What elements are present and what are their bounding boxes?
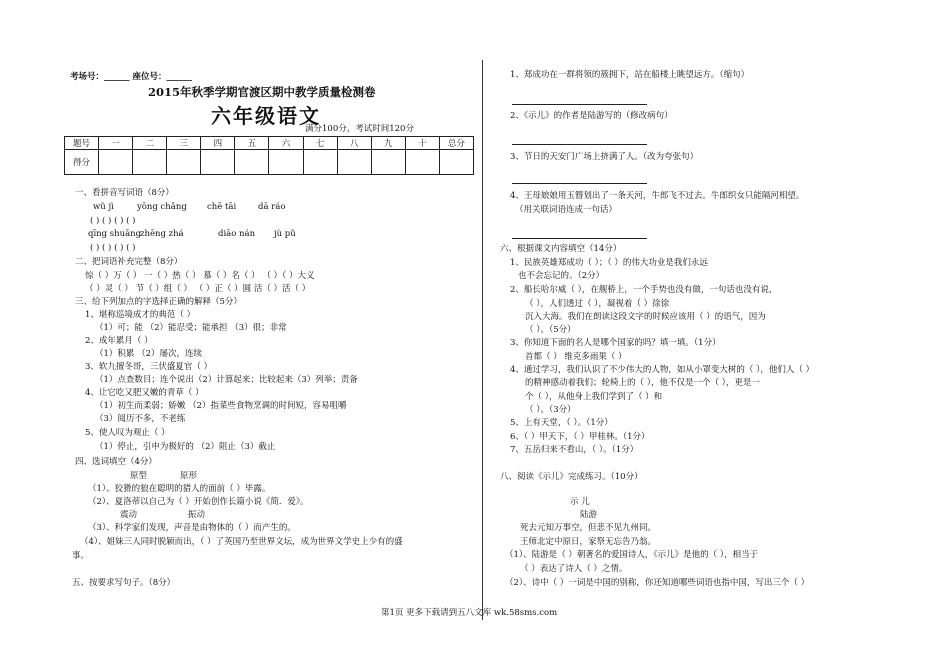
idiom-line[interactable]: （ ）灵（ ） 节（ ）组（ ） （ ）正（ ）圆 活（ ）活（ ） — [85, 284, 311, 294]
option-line: （1）积累 （2）屡次，连续 — [95, 349, 203, 359]
score-header-cell: 五 — [235, 137, 269, 150]
question-line: 5、使人叹为观止（ ） — [85, 428, 170, 438]
score-info: 满分100分，考试时间120分 — [305, 124, 414, 134]
idiom-line[interactable]: 惊（ ）万（ ） 一（ ）热（ ） 慕（ ）名（ ） （ ）（ ）大义 — [85, 271, 315, 281]
fill-line[interactable]: 6、（ ）甲天下，（ ）甲桂林。（1分） — [510, 432, 650, 442]
score-cell[interactable] — [133, 150, 167, 175]
question-line: 3、软九擅冬哥，三伏盛夏官（ ） — [85, 362, 213, 372]
score-table — [64, 136, 474, 175]
score-cell[interactable] — [439, 150, 473, 175]
score-cell[interactable] — [405, 150, 439, 175]
section-6-title: 六、根据课文内容填空（14分） — [500, 244, 622, 254]
score-header-cell: 三 — [167, 137, 201, 150]
poem-line: 死去元知万事空，但悲不见九州同。 — [520, 523, 657, 533]
page-footer: 第1页 更多下载请到五八文库 wk.58sms.com — [381, 608, 558, 618]
reading-question-cont[interactable]: （ ）表达了诗人（ ）之情。 — [520, 564, 628, 574]
score-header-cell: 八 — [337, 137, 371, 150]
score-cell[interactable] — [235, 150, 269, 175]
score-cell[interactable] — [371, 150, 405, 175]
option-line: （1）可；能 （2）能忍受；能承担 （3）很；非常 — [95, 323, 287, 333]
pinyin-item: qīng shuāng — [88, 229, 142, 239]
poem-title: 示 儿 — [570, 497, 590, 507]
poem-author: 陆游 — [580, 510, 598, 520]
rewrite-question-cont: （用关联词语连成一句话） — [515, 205, 618, 215]
score-header-cell: 二 — [133, 137, 167, 150]
reading-question[interactable]: （2）、诗中（ ）一词是中国的别称，你还知道哪些词语也指中国，写出三个（ ） — [505, 578, 810, 588]
score-header-cell: 题号 — [65, 137, 99, 150]
fill-line[interactable]: 4、通过学习，我们认识了不少伟大的人物，如从小罩变大树的（ ），他们人（ ） — [510, 365, 815, 375]
score-header-cell: 一 — [99, 137, 133, 150]
score-header-cell: 总分 — [439, 137, 473, 150]
pinyin-item: yōng chǎng — [137, 202, 187, 212]
pinyin-item: chē tāi — [207, 202, 237, 212]
score-cell[interactable] — [201, 150, 235, 175]
option-line: （1）初生而柔弱；娇嫩 （2）指菜些食物烹调的时间短，容易咀嚼 — [95, 401, 347, 411]
score-table-score-row — [65, 150, 474, 175]
rewrite-question: 2、《示儿》的作者是陆游写的（修改病句） — [510, 111, 673, 121]
pinyin-item: diāo nán — [218, 229, 256, 239]
fill-line[interactable]: 个（ ），从他身上我们学到了（ ）和 — [525, 392, 663, 402]
fill-line[interactable]: 7、五岳归来不看山，（ ）。（1分） — [510, 445, 639, 455]
section-1-title: 一、看拼音写词语（8分） — [75, 188, 174, 198]
fill-line[interactable]: 首都（ ） 维克多雨果（ ） — [525, 352, 627, 362]
rewrite-question: 4、王母娘娘用玉簪划出了一条天河，牛郎飞不过去。牛郎织女只能隔河相望。 — [510, 191, 805, 201]
fill-line: 也不会忘记的。（2分） — [518, 271, 605, 281]
section-4-title: 四、选词填空（4分） — [75, 457, 157, 467]
word-choice: 振动 — [188, 510, 206, 520]
section-2-title: 二、把词语补充完整（8分） — [75, 257, 183, 267]
exam-number-line: 考场号：______ 座位号：______ — [70, 72, 192, 82]
fill-line[interactable]: 2、船长哈尔威（ ），在舰桥上，一个手势也没有做，一句话也没有说， — [510, 285, 778, 295]
option-line: （1）点查数目；连个说出（2）计算起来；比较起来（3）列举；责备 — [95, 375, 358, 385]
section-8-title: 八、阅读《示儿》完成练习。（10分） — [500, 472, 643, 482]
fill-sentence-cont: 事。 — [72, 551, 90, 561]
score-table-header-row — [65, 137, 474, 150]
fill-line[interactable]: （ ）。（5分） — [525, 325, 576, 335]
pinyin-item: zhēng zhá — [140, 229, 184, 239]
fill-sentence[interactable]: （2）、夏洛蒂以自己为（ ）开始创作长篇小说《简．爱》。 — [88, 497, 309, 507]
question-line: 1、堪称巡境成才的典范（ ） — [85, 310, 196, 320]
option-line: （3）阅历不多，不老练 — [95, 414, 186, 424]
question-line: 2、成年累月（ ） — [85, 336, 153, 346]
reading-question[interactable]: （1）、陆游是（ ）朝著名的爱国诗人，《示儿》是他的（ ），相当于 — [505, 550, 759, 560]
pinyin-item: dā ráo — [258, 202, 286, 212]
fill-line[interactable]: 1、民族英雄郑成功（ ）；（ ）的伟大功业是我们永远 — [510, 258, 708, 268]
fill-line[interactable]: 沉入大海。我们在朗读这段文字的时候应该用（ ）的语气，因为 — [525, 312, 766, 322]
fill-line[interactable]: （ ）。（3分） — [525, 405, 576, 415]
score-cell[interactable] — [99, 150, 133, 175]
score-header-cell: 十 — [405, 137, 439, 150]
poem-line: 王师北定中原日，家祭无忘告乃翁。 — [520, 537, 657, 547]
exam-title: 2015年秋季学期官渡区期中教学质量检测卷 — [148, 85, 376, 99]
word-choice: 震动 — [120, 510, 138, 520]
option-line: （1）停止，引申为极好的 （2）阻止（3）截止 — [95, 442, 276, 452]
pinyin-item: wǔ jì — [93, 202, 114, 212]
fill-line[interactable]: （ ），人们透过（ ），凝视着（ ）徐徐 — [525, 299, 670, 309]
rewrite-question: 3、节日的天安门广场上挤满了人。（改为夸张句） — [510, 152, 699, 162]
fill-line: 3、你知道下面的名人是哪个国家的吗？填一填。（1分） — [510, 338, 721, 348]
score-cell[interactable] — [167, 150, 201, 175]
word-choice: 原形 — [180, 471, 198, 481]
fill-sentence[interactable]: （1）、狡猾的狼在聪明的猎人的面前（ ）毕露。 — [88, 484, 271, 494]
column-divider — [482, 60, 483, 620]
score-row-label: 得分 — [65, 150, 99, 175]
answer-line[interactable] — [512, 104, 647, 105]
answer-blanks[interactable]: ( ) ( ) ( ) ( ) — [90, 216, 136, 226]
word-choice: 原型 — [130, 471, 148, 481]
section-5-title: 五、按要求写句子。（8分） — [72, 578, 176, 588]
score-header-cell: 六 — [269, 137, 303, 150]
rewrite-question: 1、郑成功在一群将领的簇拥下，站在船楼上眺望远方。（缩句） — [510, 70, 750, 80]
fill-sentence[interactable]: （3）、科学家们发现，声音是由物体的（ ）而产生的。 — [88, 523, 296, 533]
fill-line[interactable]: 5、上有天堂，（ ）。（1分） — [510, 418, 613, 428]
answer-blanks[interactable]: ( ) ( ) ( ) ( ) — [90, 243, 136, 253]
score-cell[interactable] — [303, 150, 337, 175]
fill-sentence[interactable]: （4）、姐妹三人同时脱颖而出，（ ）了英国乃至世界文坛，成为世界文学史上少有的盛 — [80, 537, 403, 547]
score-header-cell: 七 — [303, 137, 337, 150]
answer-line[interactable] — [512, 144, 647, 145]
pinyin-item: jù pǔ — [274, 229, 296, 239]
section-3-title: 三、给下列加点的字选择正确的解释（5分） — [75, 297, 242, 307]
score-cell[interactable] — [269, 150, 303, 175]
score-cell[interactable] — [337, 150, 371, 175]
answer-line[interactable] — [512, 183, 647, 184]
subject-title: 六年级语文 — [211, 104, 321, 128]
question-line: 4、让它吃又肥又嫩的青草（ ） — [85, 388, 204, 398]
fill-line[interactable]: 的精神感动着我们；轮椅上的（ ），他不仅是一个（ ），更是一 — [525, 378, 760, 388]
score-header-cell: 九 — [371, 137, 405, 150]
answer-line[interactable] — [512, 238, 647, 239]
score-header-cell: 四 — [201, 137, 235, 150]
